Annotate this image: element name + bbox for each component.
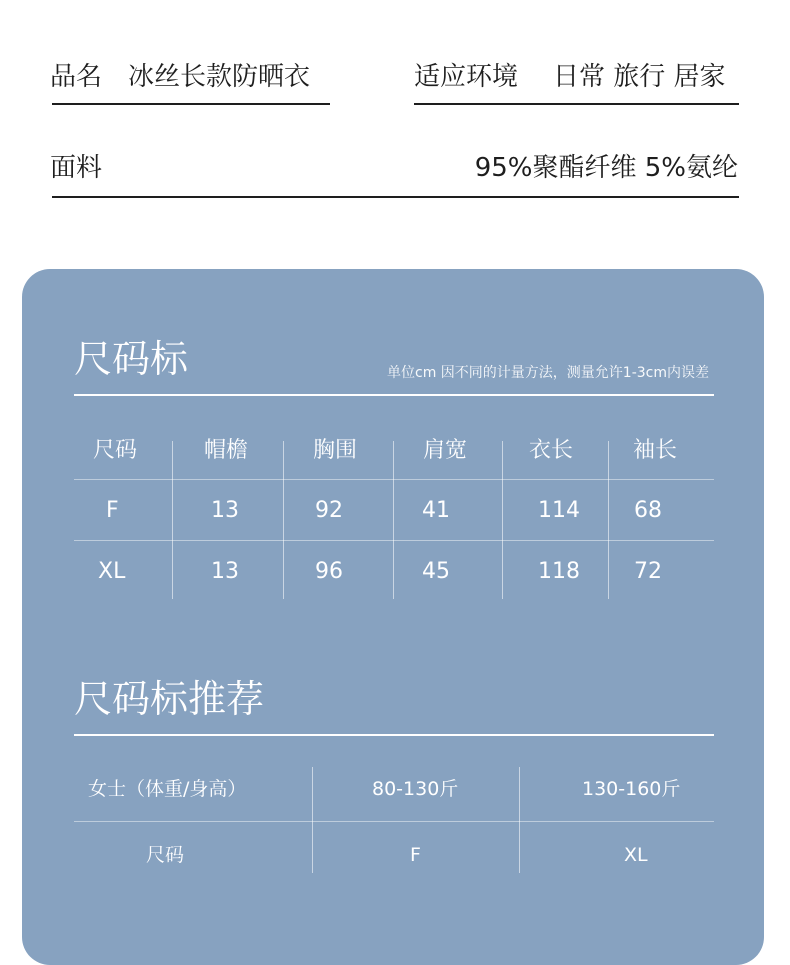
- recommend-table-rule: [74, 821, 714, 822]
- header-sleeve: 袖长: [633, 438, 678, 463]
- size-chart-note: 单位cm 因不同的计量方法，测量允许1-3cm内误差: [387, 365, 709, 381]
- recommend-size-xl: XL: [624, 844, 648, 866]
- recommend-divider: [74, 734, 714, 736]
- size-table-column-divider: [172, 441, 173, 599]
- cell-size: F: [106, 498, 119, 523]
- environment-underline: [414, 103, 739, 105]
- recommend-weight-f: 80-130斤: [372, 778, 459, 800]
- fabric-underline: [52, 196, 739, 198]
- size-table-column-divider: [608, 441, 609, 599]
- cell-shoulder: 45: [422, 559, 450, 584]
- size-table-column-divider: [502, 441, 503, 599]
- size-table-rule: [74, 540, 714, 541]
- environment-value: 日常 旅行 居家: [553, 62, 726, 92]
- recommend-size-label: 尺码: [146, 844, 185, 866]
- size-card: [22, 269, 764, 965]
- recommend-title: 尺码标推荐: [74, 677, 265, 721]
- header-chest: 胸围: [313, 438, 358, 463]
- cell-size: XL: [98, 559, 126, 584]
- recommend-table-column-divider: [312, 767, 313, 873]
- environment-label: 适应环境: [414, 62, 519, 92]
- size-table-rule: [74, 479, 714, 480]
- cell-shoulder: 41: [422, 498, 450, 523]
- product-name-underline: [52, 103, 330, 105]
- size-chart-title: 尺码标: [74, 337, 189, 381]
- recommend-weight-xl: 130-160斤: [582, 778, 681, 800]
- header-hood: 帽檐: [204, 438, 249, 463]
- cell-sleeve: 68: [634, 498, 662, 523]
- cell-length: 114: [538, 498, 580, 523]
- size-table-column-divider: [393, 441, 394, 599]
- recommend-table-column-divider: [519, 767, 520, 873]
- cell-sleeve: 72: [634, 559, 662, 584]
- product-name-value: 冰丝长款防晒衣: [128, 62, 311, 92]
- header-shoulder: 肩宽: [423, 438, 468, 463]
- size-table-column-divider: [283, 441, 284, 599]
- cell-hood: 13: [211, 559, 239, 584]
- fabric-label: 面料: [50, 153, 103, 183]
- recommend-weight-label: 女士（体重/身高）: [88, 778, 247, 800]
- cell-length: 118: [538, 559, 580, 584]
- fabric-value: 95%聚酯纤维 5%氨纶: [474, 153, 738, 183]
- cell-chest: 92: [315, 498, 343, 523]
- size-chart-divider: [74, 394, 714, 396]
- header-length: 衣长: [529, 438, 574, 463]
- header-size: 尺码: [93, 438, 138, 463]
- product-name-label: 品名: [50, 62, 103, 92]
- cell-chest: 96: [315, 559, 343, 584]
- cell-hood: 13: [211, 498, 239, 523]
- recommend-size-f: F: [410, 844, 421, 866]
